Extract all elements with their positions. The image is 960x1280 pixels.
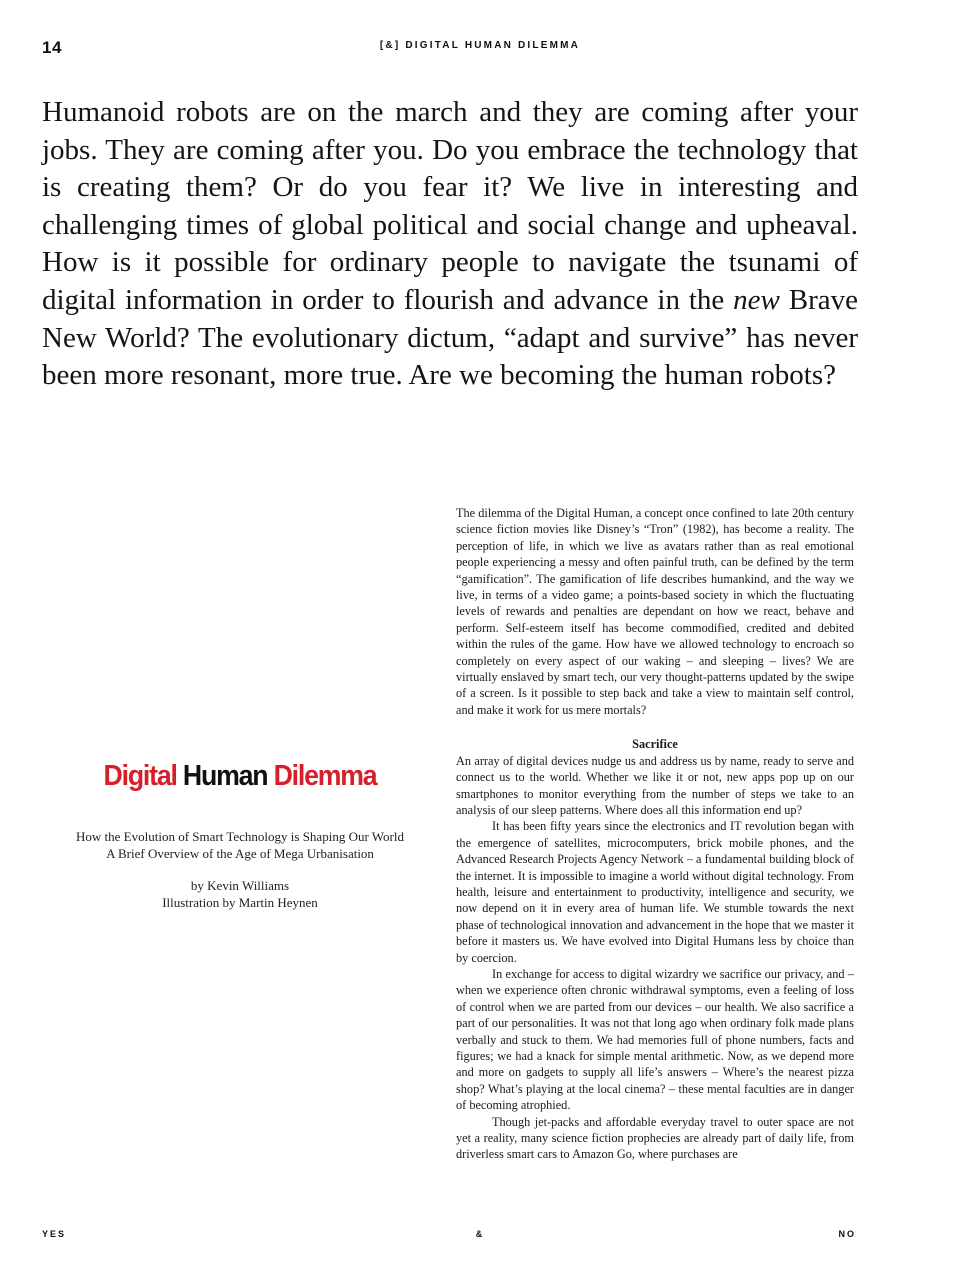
running-head: [&] DIGITAL HUMAN DILEMMA: [379, 40, 581, 51]
article-body: [456, 505, 854, 1163]
lead-text-end: Brave New World? The evolutionary dictum, “adapt and survive” has never been more resonant, more true. Are we becoming the human robots?: [42, 283, 858, 392]
page-number: 14: [42, 38, 62, 57]
byline: [42, 878, 438, 911]
body-paragraph: An array of digital devices nudge us and address us by name, ready to serve and connect us to the world. Whether we like it or not, new apps pop up on our smartphones to monitor everything from the number of steps we take to an analysis of our sleep patterns. Where does all this information end up?: [456, 753, 854, 817]
footer-right: NO: [838, 1229, 856, 1239]
subtitle-line: How the Evolution of Smart Technology is Shaping Our World: [76, 829, 404, 844]
section-heading: Sacrifice: [632, 737, 678, 752]
subtitle-line: A Brief Overview of the Age of Mega Urbanisation: [106, 845, 374, 861]
intro-paragraph: The dilemma of the Digital Human, a concept once confined to late 20th century science fiction movies like Disney’s “Tron” (1982), has become a reality. The perception of life, in which we live as avatars rather than as real emotional people experiencing a messy and often painful truth, can be defined by the term “gamification”. The gamification of life describes humankind, and the way we live, in terms of a video game; a points-based society in which the fluctuating levels of rewards and penalties are dependant on how we react, behave and perform. Self-esteem itself has become commodified, credited and debited within the rules of the game. How have we allowed technology to encroach so completely on every aspect of our waking – and sleeping – lives? We are virtually enslaved by smart tech, our very thought-patterns updated by the swipe of a screen. Is it possible to step back and take a view to maintain self control, and make it work for us mere mortals?: [456, 506, 854, 717]
title-word-human: Human: [182, 760, 268, 792]
illustrator-credit: Illustration by Martin Heynen: [162, 894, 318, 910]
body-paragraph: It has been fifty years since the electronics and IT revolution began with the emergence of satellites, microcomputers, brick mobile phones, and the Advanced Research Projects Agency Network – a fundamental building block of the internet. It is impossible to imagine a world without digital technology. From health, leisure and entertainment to productivity, intelligence and security, we now depend on it in every area of human life. We stumble towards the next phase of technological innovation and advancement in the hope that we master it before it masters us. We have evolved into Digital Humans less by choice than by coercion.: [456, 819, 854, 965]
title-word-digital: Digital: [103, 760, 177, 792]
body-paragraph: Though jet-packs and affordable everyday travel to outer space are not yet a reality, many science fiction prophecies are already part of daily life, from driverless smart cars to Amazon Go, where purchases are: [456, 1114, 854, 1162]
footer-center: &: [475, 1229, 485, 1239]
body-paragraph: In exchange for access to digital wizardry we sacrifice our privacy, and – when we experience often chronic withdrawal symptoms, even a feeling of loss of control when we are parted from our devices – our health. We also sacrifice a part of our personalities. It was not that long ago when ordinary folk made plans verbally and stuck to them. We had memories full of phone numbers, facts and figures; we had a knack for simple mental arithmetic. Now, as we depend more and more on gadgets to supply all life’s answers – Where’s the nearest pizza shop? What’s playing at the local cinema? – these mental faculties are in danger of becoming atrophied.: [456, 966, 854, 1113]
footer-left: YES: [42, 1229, 67, 1239]
author-credit: by Kevin Williams: [190, 878, 290, 893]
article-title-block: [42, 760, 438, 911]
article-subtitle: [42, 829, 438, 862]
article-title: [58, 760, 422, 793]
lead-text-start: Humanoid robots are on the march and they are coming after your jobs. They are coming after you. Do you embrace the technology that is creating them? Or do you fear it? We live in interesting and challenging times of global political and social change and upheaval. How is it possible for ordinary people to navigate the tsunami of digital information in order to flourish and advance in the: [42, 96, 858, 316]
lead-paragraph: [42, 94, 858, 395]
lead-emphasis: new: [733, 283, 780, 316]
title-word-dilemma: Dilemma: [273, 760, 377, 792]
